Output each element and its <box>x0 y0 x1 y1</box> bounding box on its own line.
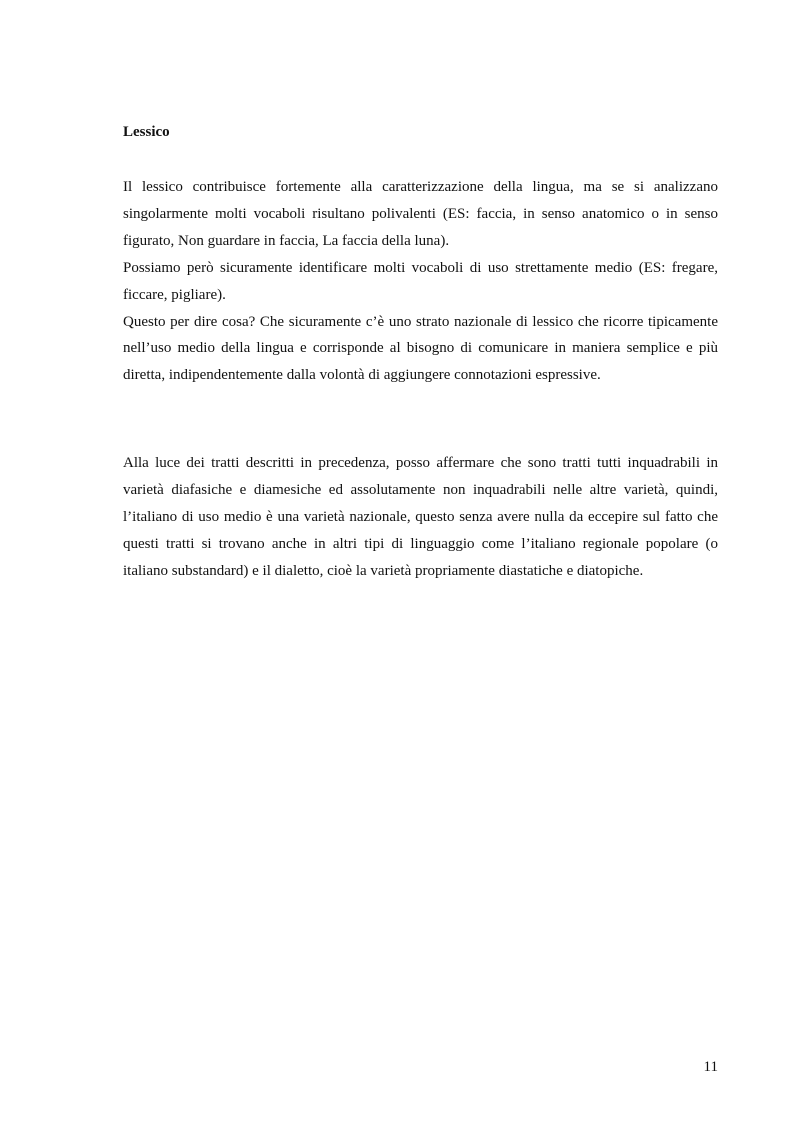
paragraph-polivalenti: Il lessico contribuisce fortemente alla caratterizzazione della lingua, ma se si analizzano singolarmente molti vocaboli risultano polivalenti (ES: faccia, in senso anatomico o in senso figurato, Non guardare in faccia, La faccia della luna). <box>123 179 718 249</box>
section-heading: Lessico <box>123 124 170 140</box>
text-block-lessico <box>123 174 718 389</box>
paragraph-conclusione: Alla luce dei tratti descritti in precedenza, posso affermare che sono tratti tutti inquadrabili in varietà diafasiche e diamesiche ed assolutamente non inquadrabili nelle altre varietà, quindi, l’italiano di uso medio è una varietà nazionale, questo senza avere nulla da eccepire sul fatto che questi tratti si trovano anche in altri tipi di linguaggio come l’italiano regionale popolare (o italiano substandard) e il dialetto, cioè la varietà propriamente diastatiche e diatopiche. <box>123 455 718 579</box>
text-block-conclusione <box>123 450 718 585</box>
paragraph-strato-nazionale: Questo per dire cosa? Che sicuramente c’è uno strato nazionale di lessico che ricorre tipicamente nell’uso medio della lingua e corrisponde al bisogno di comunicare in maniera semplice e più diretta, indipendentemente dalla volontà di aggiungere connotazioni espressive. <box>123 313 718 384</box>
paragraph-vocaboli-medi: Possiamo però sicuramente identificare molti vocaboli di uso strettamente medio (ES: fregare, ficcare, pigliare). <box>123 259 718 303</box>
page-number: 11 <box>703 1059 718 1075</box>
